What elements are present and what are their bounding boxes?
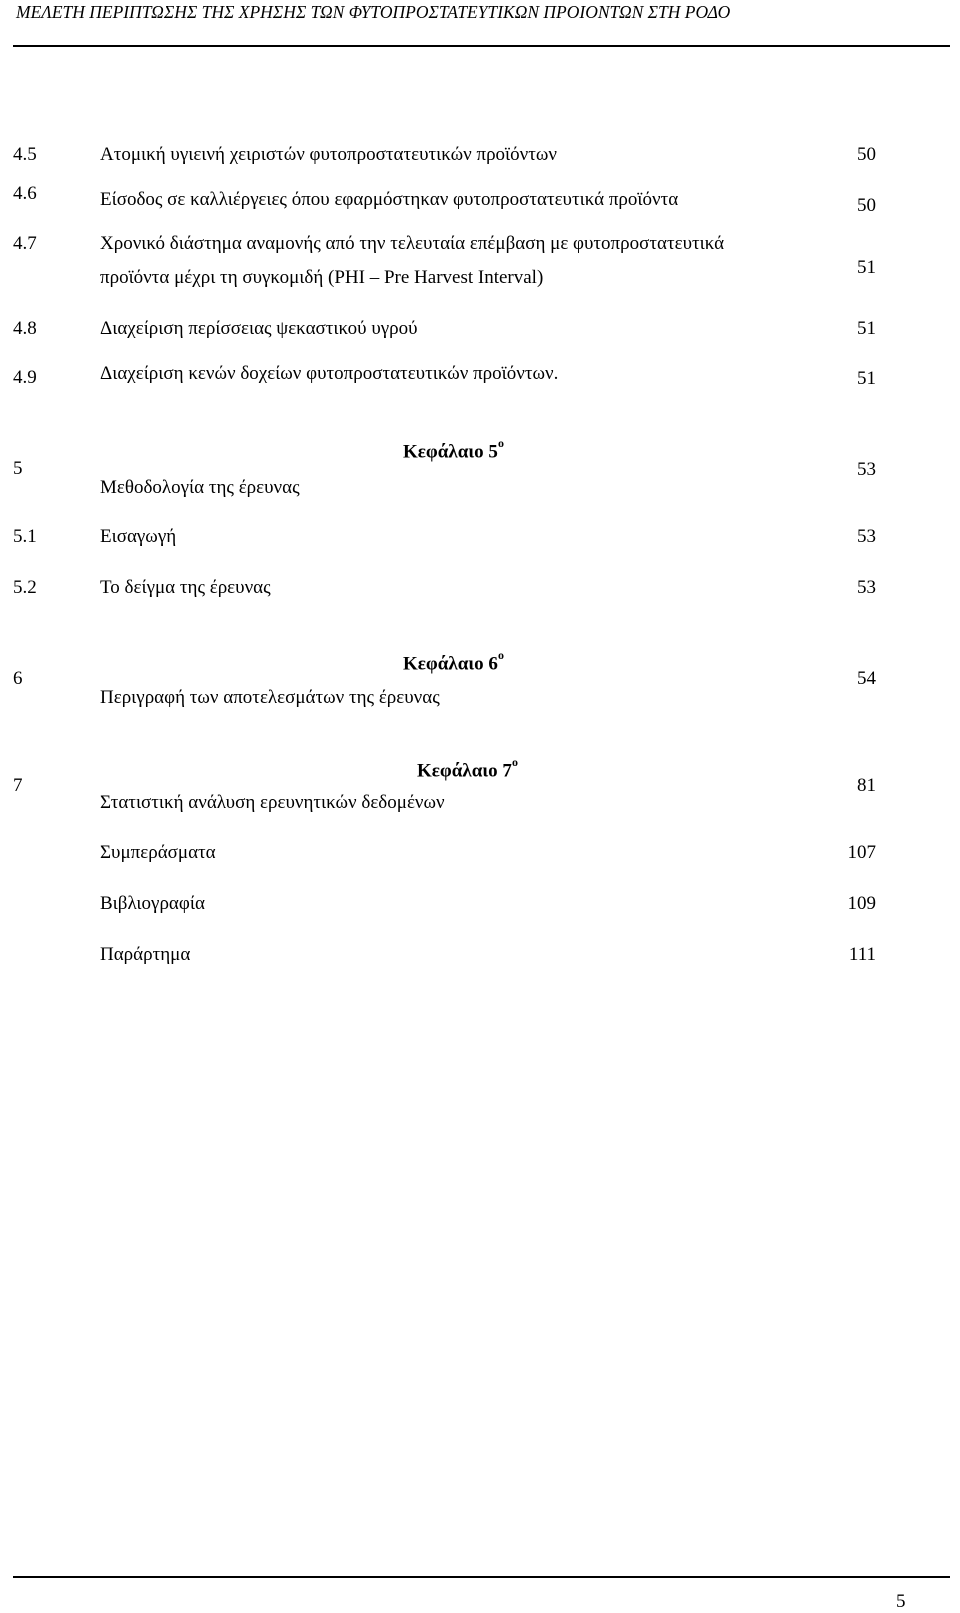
toc-title-line2: προϊόντα μέχρι τη συγκομιδή (PHI – Pre Harvest Interval) (100, 267, 544, 288)
toc-title: Συμπεράσματα (100, 842, 216, 863)
header-rule (13, 45, 950, 47)
toc-page: 53 (857, 526, 876, 547)
toc-title: Είσοδος σε καλλιέργειες όπου εφαρμόστηκαν φυτοπροστατευτικά προϊόντα (100, 189, 679, 210)
toc-page: 54 (857, 668, 876, 689)
toc-number: 4.9 (13, 367, 37, 388)
page-number: 5 (896, 1591, 906, 1612)
toc-title: Εισαγωγή (100, 526, 177, 547)
toc-title: Ατομική υγιεινή χειριστών φυτοπροστατευτικών προϊόντων (100, 144, 557, 165)
toc-title: Στατιστική ανάλυση ερευνητικών δεδομένων (100, 792, 445, 813)
toc-page: 51 (857, 318, 876, 339)
toc-number: 7 (13, 775, 23, 796)
toc-number: 4.6 (13, 183, 37, 204)
toc-title: Περιγραφή των αποτελεσμάτων της έρευνας (100, 687, 440, 708)
footer-rule (13, 1576, 950, 1578)
toc-title: Το δείγμα της έρευνας (100, 577, 271, 598)
toc-page: 53 (857, 577, 876, 598)
chapter-heading: Κεφάλαιο $6^o$ (403, 648, 504, 675)
toc-number: 6 (13, 668, 23, 689)
toc-page: 111 (848, 944, 876, 965)
toc-page: 50 (857, 144, 876, 165)
toc-page: 51 (857, 257, 876, 278)
toc-number: 4.8 (13, 318, 37, 339)
toc-title: Διαχείριση κενών δοχείων φυτοπροστατευτικών προϊόντων. (100, 363, 559, 384)
toc-title: Παράρτημα (100, 944, 191, 965)
header-title: ΜΕΛΕΤΗ ΠΕΡΙΠΤΩΣΗΣ ΤΗΣ ΧΡΗΣΗΣ ΤΩΝ ΦΥΤΟΠΡΟΣΤΑΤΕΥΤΙΚΩΝ ΠΡΟΙΟΝΤΩΝ ΣΤΗ ΡΟΔΟ (16, 2, 731, 22)
chapter-heading: Κεφάλαιο $7^o$ (417, 755, 518, 782)
toc-title: Μεθοδολογία της έρευνας (100, 477, 300, 498)
toc-number: 4.7 (13, 233, 37, 254)
toc-number: 5.1 (13, 526, 37, 547)
toc-title: Βιβλιογραφία (100, 893, 205, 914)
toc-page: 109 (847, 893, 876, 914)
toc-title-line1: Χρονικό διάστημα αναμονής από την τελευταία επέμβαση με φυτοπροστατευτικά (100, 233, 725, 254)
toc-page: 81 (857, 775, 876, 796)
toc-number: 5.2 (13, 577, 37, 598)
toc-title: Διαχείριση περίσσειας ψεκαστικού υγρού (100, 318, 418, 339)
toc-page: 107 (847, 842, 876, 863)
toc-number: 4.5 (13, 144, 37, 165)
toc-page: 53 (857, 459, 876, 480)
chapter-heading: Κεφάλαιο $5^o$ (403, 436, 504, 463)
toc-page: 51 (857, 368, 876, 389)
toc-page: 50 (857, 195, 876, 216)
toc-number: 5 (13, 458, 23, 479)
